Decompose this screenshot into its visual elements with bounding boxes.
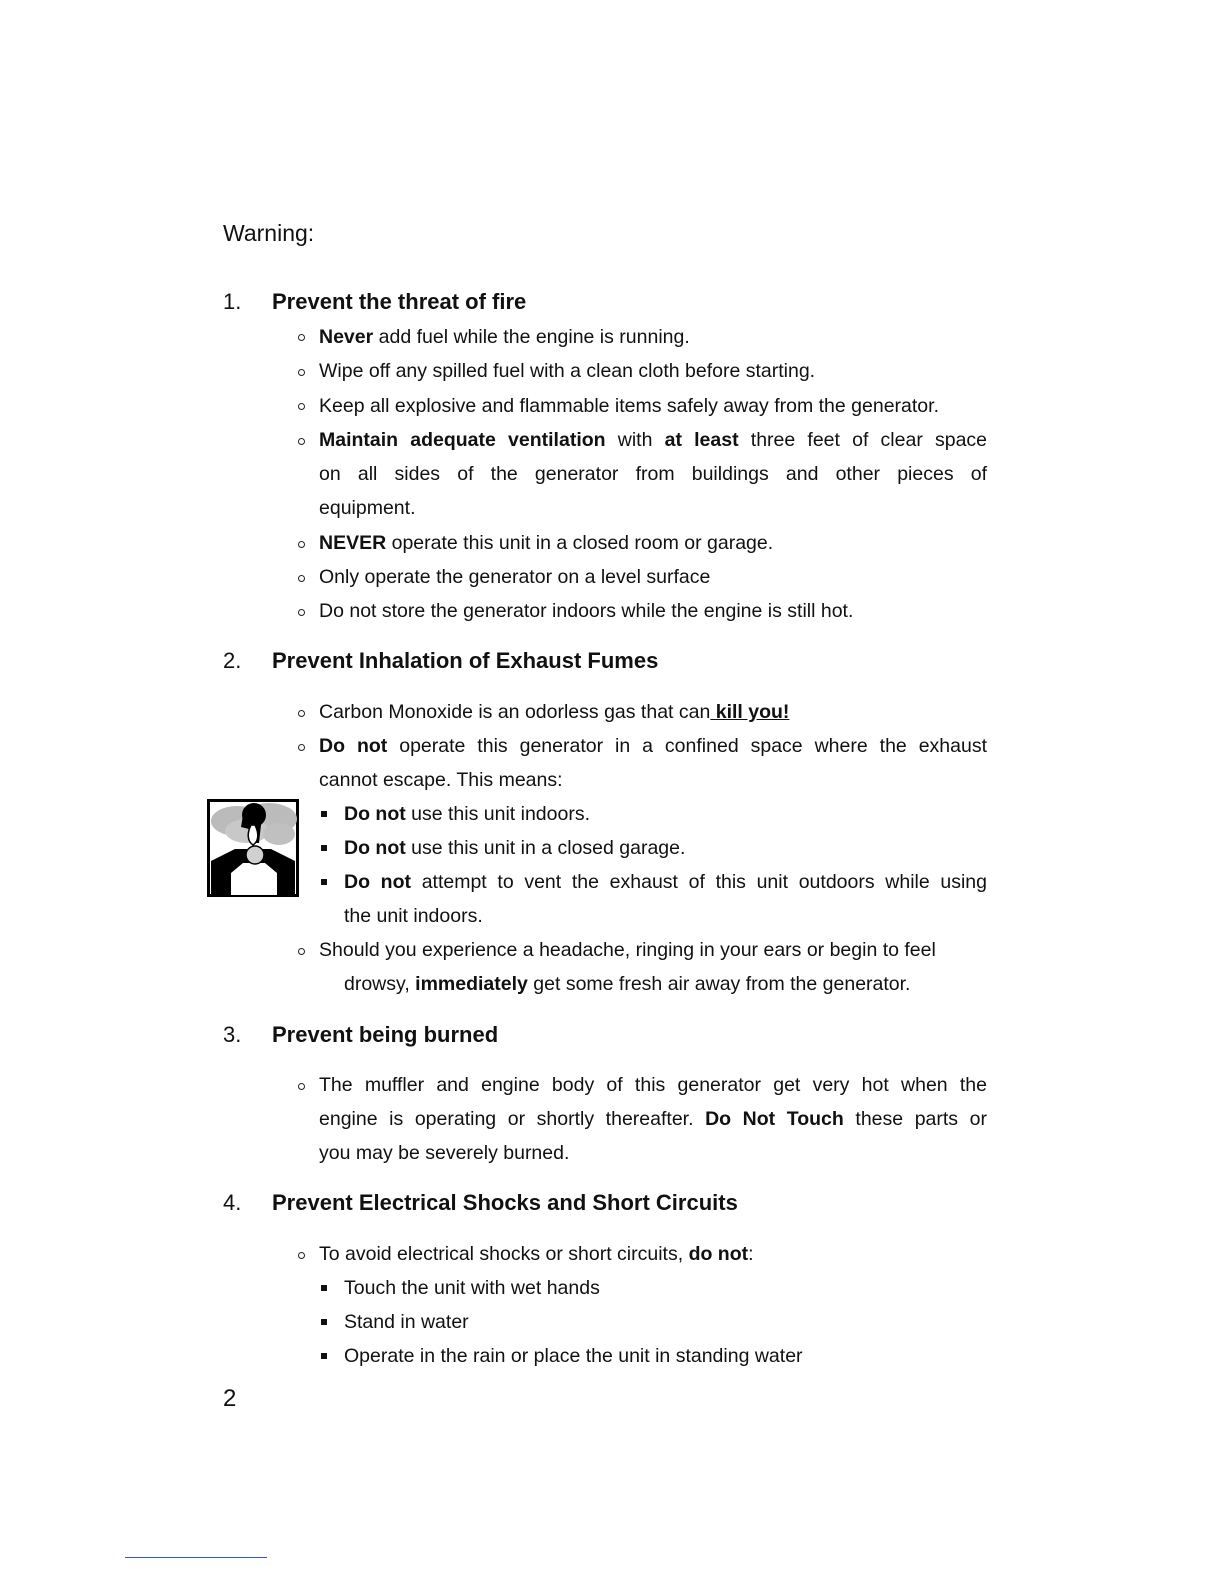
circle-bullet xyxy=(298,403,305,410)
emphasis: Do not xyxy=(344,803,406,825)
justified-line: The muffler and engine body of this generator get very hot when the xyxy=(319,1074,987,1096)
section-3-heading xyxy=(223,1022,241,1048)
section-3-title xyxy=(272,1022,498,1048)
item-text: use this unit indoors. xyxy=(405,803,591,825)
circle-bullet xyxy=(298,575,305,582)
emphasis: Never xyxy=(319,326,374,348)
section-number: 1. xyxy=(223,289,242,314)
item-text: with xyxy=(617,429,653,451)
circle-bullet xyxy=(298,609,305,616)
section-1-title xyxy=(272,289,526,315)
section-number: 2. xyxy=(223,648,242,673)
item-text: use this unit in a closed garage. xyxy=(405,837,686,859)
emphasis: immediately xyxy=(415,973,528,995)
square-bullet xyxy=(321,1319,327,1325)
emphasis: at least xyxy=(664,429,739,451)
list-item xyxy=(319,532,773,555)
list-item-continuation: you may be severely burned. xyxy=(319,1142,570,1164)
item-text: To avoid electrical shocks or short circuits, xyxy=(319,1243,689,1265)
footnote-separator xyxy=(125,1557,267,1558)
sub-list-item: Stand in water xyxy=(344,1311,469,1333)
circle-bullet xyxy=(298,710,305,717)
item-text: get some fresh air away from the generator. xyxy=(527,973,911,995)
circle-bullet xyxy=(298,948,305,955)
exhaust-fumes-inhalation-icon xyxy=(207,799,299,897)
item-text: these parts or xyxy=(855,1108,987,1130)
circle-bullet xyxy=(298,1252,305,1259)
justified-line xyxy=(319,735,987,758)
item-text: add fuel while the engine is running. xyxy=(373,326,690,348)
square-bullet xyxy=(321,845,327,851)
justified-line xyxy=(319,1108,987,1131)
justified-line xyxy=(344,871,987,894)
section-2-title xyxy=(272,648,658,674)
list-item xyxy=(319,429,987,452)
emphasis: do not xyxy=(688,1243,749,1265)
sub-list-item xyxy=(344,837,685,860)
item-text: Carbon Monoxide is an odorless gas that can xyxy=(319,701,711,723)
section-number: 3. xyxy=(223,1022,242,1047)
justified-line: on all sides of the generator from buildings and other pieces of xyxy=(319,463,987,485)
section-4-title xyxy=(272,1190,738,1216)
square-bullet xyxy=(321,1353,327,1359)
item-text: attempt to vent the exhaust of this unit outdoors while using xyxy=(421,871,988,893)
sub-list-item: Touch the unit with wet hands xyxy=(344,1277,600,1299)
list-item: Do not store the generator indoors while the engine is still hot. xyxy=(319,600,854,622)
circle-bullet xyxy=(298,438,305,445)
list-item: Should you experience a headache, ringing in your ears or begin to feel xyxy=(319,939,936,961)
emphasis: Do not xyxy=(319,735,388,757)
square-bullet xyxy=(321,1285,327,1291)
section-4-heading xyxy=(223,1190,241,1216)
list-item xyxy=(319,701,789,724)
item-text: engine is operating or shortly thereafter. xyxy=(319,1108,694,1130)
section-1-heading xyxy=(223,289,241,315)
square-bullet xyxy=(321,811,327,817)
list-item-continuation xyxy=(319,1108,987,1131)
list-item xyxy=(319,326,690,349)
page-number: 2 xyxy=(223,1385,237,1412)
section-number: 4. xyxy=(223,1190,242,1215)
list-item xyxy=(319,735,987,758)
circle-bullet xyxy=(298,334,305,341)
sub-list-item xyxy=(344,871,987,894)
list-item-continuation: equipment. xyxy=(319,497,416,519)
list-item: Wipe off any spilled fuel with a clean cloth before starting. xyxy=(319,360,816,382)
circle-bullet xyxy=(298,369,305,376)
section-title-text: Prevent the threat of fire xyxy=(272,289,527,314)
sub-list-item-continuation: the unit indoors. xyxy=(344,905,483,927)
list-item-continuation: cannot escape. This means: xyxy=(319,769,563,791)
emphasis: Maintain adequate ventilation xyxy=(319,429,606,451)
circle-bullet xyxy=(298,1083,305,1090)
list-item xyxy=(319,1074,987,1097)
list-item-continuation xyxy=(319,463,987,486)
section-2-heading xyxy=(223,648,241,674)
item-text: drowsy, xyxy=(344,973,416,995)
list-item: Only operate the generator on a level surface xyxy=(319,566,711,588)
warning-heading: Warning: xyxy=(223,220,315,246)
circle-bullet xyxy=(298,744,305,751)
emphasis: Do Not Touch xyxy=(705,1108,844,1130)
sub-list-item: Operate in the rain or place the unit in standing water xyxy=(344,1345,803,1367)
circle-bullet xyxy=(298,541,305,548)
sub-list-item xyxy=(344,803,590,826)
underlined-emphasis: kill you! xyxy=(710,701,790,723)
section-title-text: Prevent Inhalation of Exhaust Fumes xyxy=(272,648,659,673)
list-item: Keep all explosive and flammable items safely away from the generator. xyxy=(319,395,939,417)
emphasis: Do not xyxy=(344,837,406,859)
item-text: operate this generator in a confined space where the exhaust xyxy=(399,735,988,757)
item-text: operate this unit in a closed room or garage. xyxy=(386,532,774,554)
square-bullet xyxy=(321,879,327,885)
list-item-continuation xyxy=(344,973,910,996)
section-title-text: Prevent being burned xyxy=(272,1022,499,1047)
emphasis: Do not xyxy=(344,871,411,893)
justified-line xyxy=(319,429,987,452)
item-text: three feet of clear space xyxy=(750,429,988,451)
section-title-text: Prevent Electrical Shocks and Short Circuits xyxy=(272,1190,738,1215)
item-text: : xyxy=(748,1243,754,1265)
emphasis: NEVER xyxy=(319,532,387,554)
list-item xyxy=(319,1243,754,1266)
